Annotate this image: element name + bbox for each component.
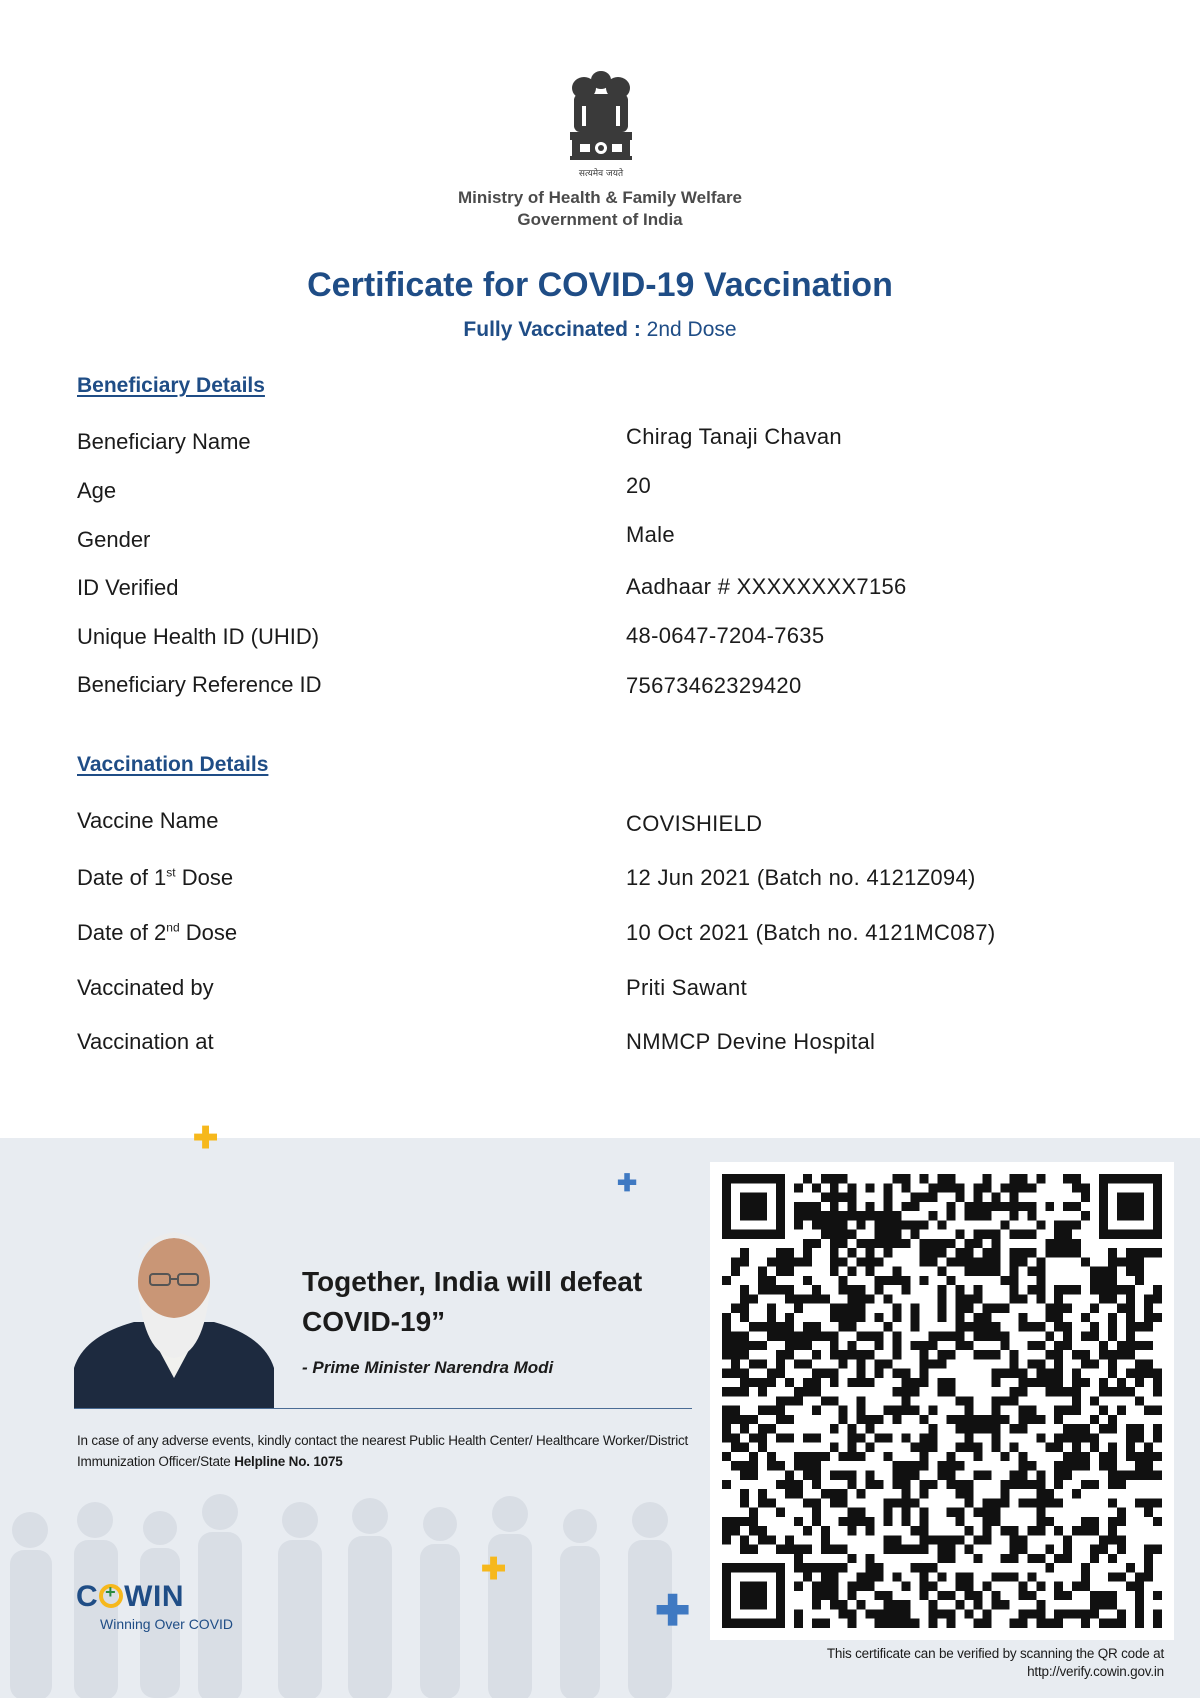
vaccine-name-value: COVISHIELD (626, 811, 763, 836)
cowin-logo: C+ WIN (76, 1580, 184, 1614)
vaccination-status (0, 318, 1200, 342)
gender-value: Male (626, 522, 675, 547)
divider (74, 1408, 692, 1409)
plus-icon: ✚ (193, 1122, 219, 1155)
state-emblem-icon (560, 66, 642, 184)
qr-code[interactable] (710, 1162, 1174, 1640)
qr-code-icon (722, 1174, 1162, 1628)
first-dose-label: Date of 1st Dose (77, 865, 234, 890)
vaccinated-by-label: Vaccinated by (77, 975, 214, 1000)
ministry-name: Ministry of Health & Family Welfare (457, 188, 743, 207)
quote-line-2: COVID-19” (302, 1306, 446, 1337)
gender-label: Gender (77, 527, 151, 552)
government-name: Government of India (517, 210, 683, 229)
reference-id-label: Beneficiary Reference ID (77, 672, 322, 697)
vaccine-name-label: Vaccine Name (77, 808, 219, 833)
beneficiary-details-heading: Beneficiary Details (77, 374, 265, 397)
uhid-label: Unique Health ID (UHID) (77, 624, 320, 649)
status-label: Fully Vaccinated : (463, 318, 641, 341)
first-dose-value: 12 Jun 2021 (Batch no. 4121Z094) (626, 865, 976, 890)
second-dose-value: 10 Oct 2021 (Batch no. 4121MC087) (626, 920, 996, 945)
vaccination-details-heading: Vaccination Details (77, 753, 269, 776)
reference-id-value: 75673462329420 (626, 673, 802, 698)
quote-line-1: Together, India will defeat (302, 1266, 643, 1297)
plus-icon: ✚ (481, 1553, 507, 1586)
vaccinated-by-value: Priti Sawant (626, 975, 747, 1000)
age-label: Age (77, 478, 117, 503)
adverse-events-notice (77, 1430, 707, 1472)
helpline-number: Helpline No. 1075 (234, 1454, 343, 1469)
verification-note: This certificate can be verified by scanning the QR code at (826, 1646, 1164, 1661)
plus-icon: ✚ (617, 1170, 638, 1197)
quote-author: - Prime Minister Narendra Modi (302, 1358, 554, 1377)
certificate-title: Certificate for COVID-19 Vaccination (307, 266, 893, 304)
id-verified-label: ID Verified (77, 575, 179, 600)
cowin-logo-mark (99, 1584, 123, 1608)
plus-icon: ✚ (655, 1587, 691, 1634)
id-verified-value: Aadhaar # XXXXXXXX7156 (626, 574, 907, 599)
second-dose-label: Date of 2nd Dose (77, 920, 238, 945)
beneficiary-name-label: Beneficiary Name (77, 429, 251, 454)
status-value: 2nd Dose (646, 318, 737, 341)
vaccination-at-value: NMMCP Devine Hospital (626, 1029, 876, 1054)
prime-minister-portrait (74, 1218, 274, 1408)
uhid-value: 48-0647-7204-7635 (626, 623, 825, 648)
adverse-events-text: In case of any adverse events, kindly contact the nearest Public Health Center/ Healthcare Worker/District Immunization Officer/State (77, 1433, 689, 1469)
emblem-motto: सत्यमेव जयते (578, 169, 624, 179)
vaccination-at-label: Vaccination at (77, 1029, 214, 1054)
age-value: 20 (626, 473, 652, 498)
cowin-tagline: Winning Over COVID (100, 1616, 234, 1632)
verification-url[interactable]: http://verify.cowin.gov.in (1027, 1664, 1164, 1679)
beneficiary-name-value: Chirag Tanaji Chavan (626, 424, 842, 449)
